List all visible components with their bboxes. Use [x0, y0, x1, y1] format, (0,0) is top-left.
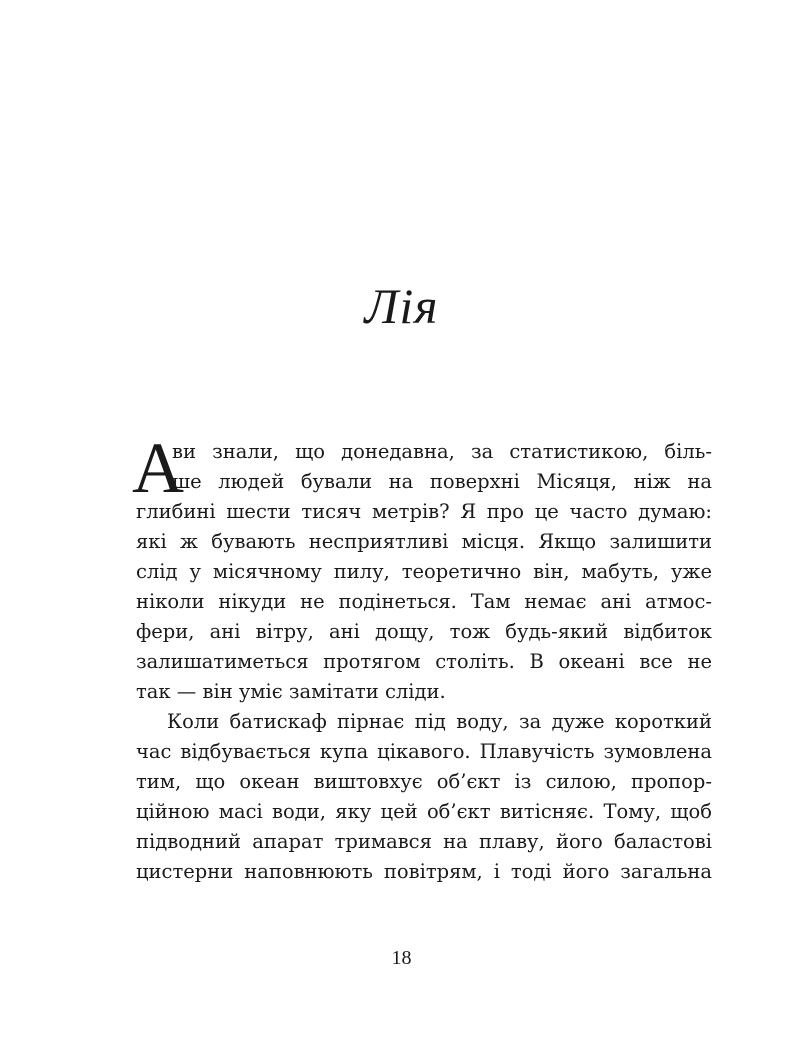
paragraph-1-opening	[132, 428, 712, 508]
text-line: так — він уміє замітати сліди.	[136, 680, 446, 703]
text-line: підводний апарат тримався на плаву, його баластові	[136, 830, 712, 853]
text-line: фери, ані вітру, ані дощу, тож будь-який відбиток	[136, 620, 712, 643]
text-line: тим, що океан виштовхує об’єкт із силою, пропор-	[136, 770, 712, 793]
text-line: Коли батискаф пірнає під воду, за дуже короткий	[167, 710, 712, 733]
paragraph-2	[136, 707, 712, 887]
text-line: час відбувається купа цікавого. Плавучість зумовлена	[136, 740, 712, 763]
text-line: ше людей бували на поверхні Місяця, ніж на	[172, 470, 712, 493]
text-line: ніколи нікуди не подінеться. Там немає ані атмос-	[136, 590, 712, 613]
text-line: ви знали, що донедавна, за статистикою, біль-	[172, 440, 712, 463]
chapter-title: Лія	[364, 278, 439, 334]
text-line: ційною масі води, яку цей об’єкт витісняє. Тому, щоб	[136, 800, 712, 823]
text-line: які ж бувають несприятливі місця. Якщо залишити	[136, 530, 712, 553]
text-line: цистерни наповнюють повітрям, і тоді його загальна	[136, 860, 712, 883]
text-line: глибині шести тисяч метрів? Я про це часто думаю:	[136, 500, 712, 523]
page-number: 18	[391, 947, 412, 969]
drop-cap: А	[132, 428, 184, 508]
text-line: залишатиметься протягом століть. В океані все не	[136, 650, 712, 673]
body-text	[132, 428, 712, 887]
paragraph-1-body	[136, 497, 712, 707]
text-line: слід у місячному пилу, теоретично він, мабуть, уже	[136, 560, 712, 583]
